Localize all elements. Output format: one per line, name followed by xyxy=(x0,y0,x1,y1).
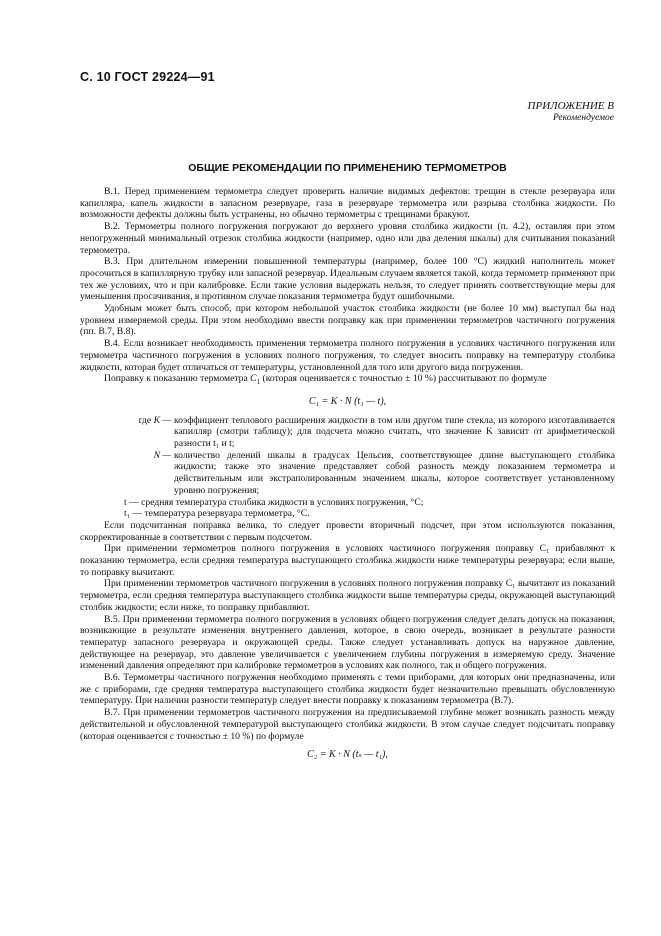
appendix-label-block xyxy=(528,100,614,124)
paragraph-b3b: Удобным может быть способ, при котором небольшой участок столбика жидкости (не более 10 мм) выступал бы над уровнем измеряемой среды. При этом необходимо ввести поправку как при применении термометров частичного погружения (пп. В.7, В.8). xyxy=(80,303,615,338)
paragraph-b4b-pre: Поправку к показанию термометра xyxy=(104,373,251,385)
definition-n-text: количество делений шкалы в градусах Цельсия, соответствующее длине выступающего столбика жидкости; также это значение представляет собой разность между показанием термометра и действительным или экстраполированным значением шкалы, которое соответствует установленному уровню погружения; xyxy=(174,449,615,496)
where-label: где xyxy=(138,414,152,426)
paragraph-b2: В.2. Термометры полного погружения погружают до верхнего уровня столбика жидкости (п. 4.2), оставляя при этом непогруженный минимальный отрезок столбика жидкости (например, одно или два деления шкалы) для считывания показаний термометра. xyxy=(80,221,615,256)
definition-t xyxy=(80,497,615,509)
definition-k-text: коэффициент теплового расширения жидкости в том или другом типе стекла, из которого изготавливается капилляр (смотри таблицу); для подсчета можно считать, что значение K зависит от арифметической разности t₁ и t; xyxy=(174,414,615,449)
definition-t1-text: t₁ — температура резервуара термометра, °С. xyxy=(124,508,310,520)
definition-k xyxy=(80,415,615,450)
paragraph-b1: В.1. Перед применением термометра следует проверить наличие видимых дефектов: трещин в стекле резервуара или капилляра, капель жидкости в запасном резервуаре, газа в резервуаре термометра или разрыва столбика жидкости. По возможности дефекты должны быть устранены, но обычно термометры с трещинами бракуют. xyxy=(80,186,615,221)
formula-c2: C₂ = K · N (tₛ — t₁), xyxy=(307,749,388,761)
document-body xyxy=(80,186,615,768)
paragraph-b4c: Если подсчитанная поправка велика, то следует провести вторичный подсчет, при этом используются показания, скорректированные в соответствии с первым подсчетом. xyxy=(80,519,615,543)
definition-n-term: N — xyxy=(153,449,171,461)
section-title: ОБЩИЕ РЕКОМЕНДАЦИИ ПО ПРИМЕНЕНИЮ ТЕРМОМЕТРОВ xyxy=(188,162,507,174)
paragraph-b3: В.3. При длительном измерении повышенной температуры (например, более 100 °С) жидкий наполнитель может просочиться в капиллярную трубку или запасной резервуар. Идеальным случаем является такой, когда термометр применяют при тех же условиях, что и при калибровке. Если такие условия выдержать нельзя, то следует принять соответствующие меры для уменьшения просачивания, в противном случае показания термометра будут ошибочными. xyxy=(80,256,615,303)
formula-c1: C₁ = K · N (t₁ — t), xyxy=(308,395,387,407)
definition-n xyxy=(80,450,615,497)
paragraph-b6: В.6. Термометры частичного погружения необходимо применять с теми приборами, для которых они предназначены, или же с приборами, где средняя температура выступающего столбика жидкости будет незначительно превышать обусловленную температуру. При наличии разности температур следует внести поправку к показаниям термометра (В.7). xyxy=(80,672,615,707)
symbol-c-sub: 1 xyxy=(256,378,261,387)
definition-t1 xyxy=(80,508,615,520)
paragraph-b4: В.4. Если возникает необходимость применения термометра полного погружения в условиях частичного погружения или термометра частичного погружения в условиях полного погружения, то следует вносить поправку на температуру столбика жидкости, которая будет отличаться от температуры, установленной для того или другого вида погружения. xyxy=(80,338,615,373)
paragraph-b5: В.5. При применении термометра полного погружения в условиях общего погружения следует делать допуск на показания, возникающие в результате изменения внутреннего давления, которое, в свою очередь, возникает в результате разности температур запасного резервуара и окружающей среды. Также следует устанавливать допуск на наружное давление, действующее на резервуар, это давление увеличивается с увеличением глубины погружения в измеряемую среду. Значение изменений давления определяют при калибровке термометров в условиях как полного, так и общего погружения. xyxy=(80,613,615,672)
definition-k-term xyxy=(80,415,171,427)
symbol-c: C xyxy=(250,373,257,385)
page-header: С. 10 ГОСТ 29224—91 xyxy=(80,70,215,84)
definitions-list xyxy=(80,415,615,520)
definition-k-symbol: K — xyxy=(153,414,171,426)
appendix-type: Рекомендуемое xyxy=(552,113,614,123)
appendix-label: ПРИЛОЖЕНИЕ В xyxy=(527,100,614,112)
definition-t-text: t — средняя температура столбика жидкости в условиях погружения, °С; xyxy=(124,496,424,508)
paragraph-b7: В.7. При применении термометров частичного погружения на предписываемой глубине может возникать разность между действительной и обусловленной температурой выступающего столбика жидкости. В этом случае следует подсчитать поправку (которая оценивается с точностью ± 10 %) по формуле xyxy=(80,707,615,742)
paragraph-b4e: При применении термометров частичного погружения в условиях полного погружения поправку C₁ вычитают из показаний термометра, если средняя температура выступающего столбика жидкости выше температуры среды, окружающей выступающий столбик жидкости; если ниже, то поправку прибавляют. xyxy=(80,578,615,613)
paragraph-b4b xyxy=(80,373,615,389)
paragraph-b4d: При применении термометров полного погружения в условиях частичного погружения поправку C₁ прибавляют к показанию термометра, если средняя температура выступающего столбика жидкости ниже температуры резервуара; если выше, то поправку вычитают. xyxy=(80,543,615,578)
paragraph-b4b-post: (которая оценивается с точностью ± 10 %) рассчитывают по формуле xyxy=(260,373,547,385)
